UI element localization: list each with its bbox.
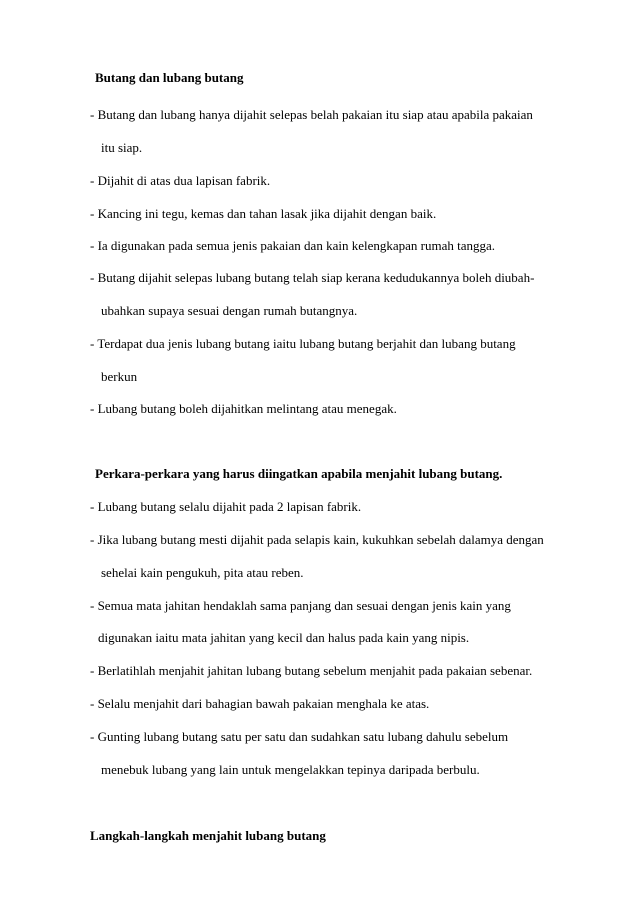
paragraph-line: - Kancing ini tegu, kemas dan tahan lasak jika dijahit dengan baik. <box>90 206 437 221</box>
paragraph-line: - Butang dan lubang hanya dijahit selepas belah pakaian itu siap atau apabila pakaian <box>90 107 533 122</box>
paragraph-line: menebuk lubang yang lain untuk mengelakkan tepinya daripada berbulu. <box>101 762 480 777</box>
section-heading-perkara: Perkara-perkara yang harus diingatkan apabila menjahit lubang butang. <box>95 466 503 481</box>
section-heading-langkah: Langkah-langkah menjahit lubang butang <box>90 828 326 843</box>
paragraph-line: sehelai kain pengukuh, pita atau reben. <box>101 565 304 580</box>
section-heading-butang: Butang dan lubang butang <box>95 70 244 85</box>
paragraph-line: - Berlatihlah menjahit jahitan lubang butang sebelum menjahit pada pakaian sebenar. <box>90 663 533 678</box>
paragraph-line: - Dijahit di atas dua lapisan fabrik. <box>90 173 271 188</box>
paragraph-line: - Gunting lubang butang satu per satu dan sudahkan satu lubang dahulu sebelum <box>90 729 509 744</box>
paragraph-line: - Butang dijahit selepas lubang butang telah siap kerana kedudukannya boleh diubah- <box>90 270 535 285</box>
paragraph-line: - Terdapat dua jenis lubang butang iaitu lubang butang berjahit dan lubang butang <box>90 336 516 351</box>
paragraph-line: - Selalu menjahit dari bahagian bawah pakaian menghala ke atas. <box>90 696 430 711</box>
paragraph-line: - Ia digunakan pada semua jenis pakaian dan kain kelengkapan rumah tangga. <box>90 238 496 253</box>
paragraph-line: - Lubang butang selalu dijahit pada 2 lapisan fabrik. <box>90 499 362 514</box>
paragraph-line: itu siap. <box>101 140 143 155</box>
paragraph-line: ubahkan supaya sesuai dengan rumah butangnya. <box>101 303 358 318</box>
paragraph-line: - Lubang butang boleh dijahitkan melintang atau menegak. <box>90 401 397 416</box>
paragraph-line: - Semua mata jahitan hendaklah sama panjang dan sesuai dengan jenis kain yang <box>90 598 511 613</box>
paragraph-line: - Jika lubang butang mesti dijahit pada selapis kain, kukuhkan sebelah dalamya dengan <box>90 532 544 547</box>
paragraph-line: digunakan iaitu mata jahitan yang kecil dan halus pada kain yang nipis. <box>98 630 470 645</box>
paragraph-line: berkun <box>101 369 138 384</box>
